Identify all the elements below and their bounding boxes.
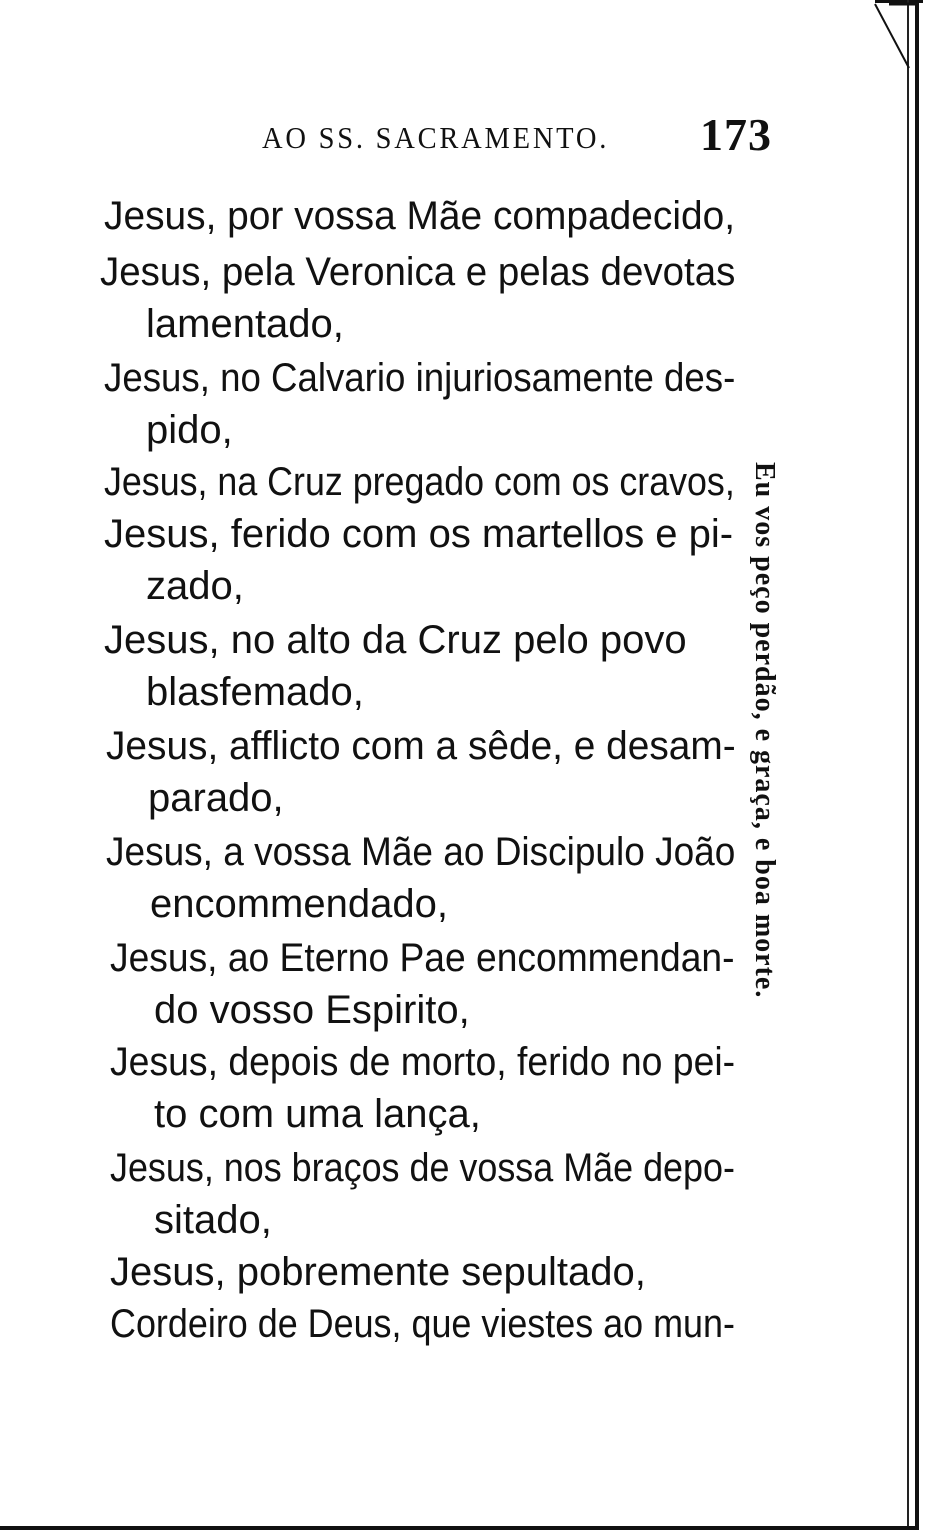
litany-line: Jesus, nos braços de vossa Mãe depo- bbox=[110, 1146, 735, 1190]
litany-line: Jesus, depois de morto, ferido no pei- bbox=[110, 1040, 736, 1084]
litany-line: Jesus, ao Eterno Pae encommendan- bbox=[110, 936, 735, 980]
running-head: AO SS. SACRAMENTO. bbox=[262, 120, 610, 155]
litany-line: Jesus, a vossa Mãe ao Discipulo João bbox=[106, 830, 736, 874]
litany-line: sitado, bbox=[154, 1198, 272, 1242]
litany-line: Jesus, afflicto com a sêde, e desam- bbox=[106, 724, 736, 768]
litany-line: pido, bbox=[146, 408, 233, 452]
litany-line: parado, bbox=[148, 776, 284, 820]
litany-line: lamentado, bbox=[146, 302, 344, 346]
litany-line: zado, bbox=[146, 564, 244, 608]
litany-line: Jesus, pobremente sepultado, bbox=[110, 1250, 646, 1294]
litany-line: do vosso Espirito, bbox=[154, 988, 470, 1032]
litany-line: encommendado, bbox=[150, 882, 448, 926]
litany-line: Jesus, por vossa Mãe compadecido, bbox=[104, 194, 736, 238]
litany-line: Jesus, ferido com os martellos e pi- bbox=[104, 512, 734, 556]
page-edge-bottom bbox=[0, 1526, 919, 1530]
page-header bbox=[0, 108, 929, 158]
page-edge-right bbox=[907, 0, 919, 1526]
litany-line: to com uma lança, bbox=[154, 1092, 481, 1136]
litany-line: Jesus, pela Veronica e pelas devotas bbox=[100, 250, 736, 294]
litany-line: blasfemado, bbox=[146, 670, 364, 714]
litany-line: Jesus, no alto da Cruz pelo povo bbox=[104, 618, 687, 662]
litany-line: Jesus, no Calvario injuriosamente des- bbox=[104, 356, 736, 400]
litany-line: Cordeiro de Deus, que viestes ao mun- bbox=[110, 1302, 735, 1346]
page-number: 173 bbox=[700, 109, 772, 160]
litany-line: Jesus, na Cruz pregado com os cravos, bbox=[104, 460, 735, 504]
page-corner-fold bbox=[869, 0, 929, 80]
side-note-response: Eu vos peço perdão, e graça, e boa morte. bbox=[749, 462, 780, 999]
